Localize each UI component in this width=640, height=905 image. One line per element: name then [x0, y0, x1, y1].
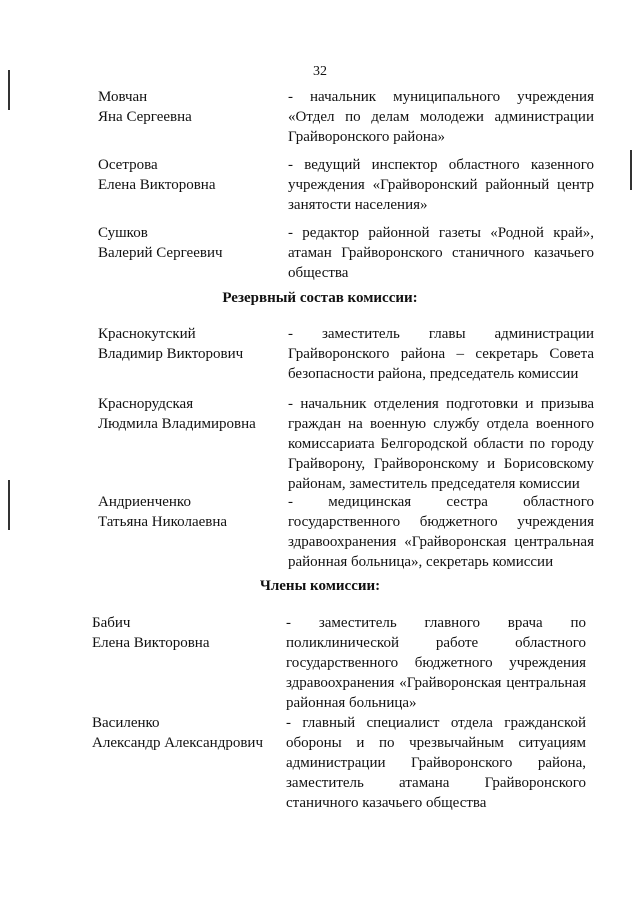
page-number: 32	[313, 64, 327, 79]
member-role: - медицинская сестра областного государственного бюджетного учреждения здравоохранения «Грайворонская центральная районная больница», секретарь комиссии	[288, 494, 594, 570]
member-role: - главный специалист отдела гражданской обороны и по чрезвычайным ситуациям администрации Грайворонского района, заместитель атамана Грайворонского станичного казачьего общества	[286, 715, 586, 811]
member-given-names: Яна Сергеевна	[98, 109, 192, 125]
member-given-names: Елена Викторовна	[98, 177, 216, 193]
member-surname: Андриенченко	[98, 494, 191, 510]
scan-edge-mark-right	[630, 150, 632, 190]
member-surname: Бабич	[92, 615, 131, 631]
member-given-names: Александр Александрович	[92, 735, 263, 751]
member-surname: Краснорудская	[98, 396, 194, 412]
member-role: - редактор районной газеты «Родной край», атаман Грайворонского станичного казачьего общества	[288, 225, 594, 281]
member-role: - начальник муниципального учреждения «Отдел по делам молодежи администрации Грайворонского района»	[288, 89, 594, 145]
members-section-heading: Члены комиссии:	[259, 578, 381, 594]
member-surname: Осетрова	[98, 157, 158, 173]
member-role: - заместитель главного врача по поликлинической работе областного государственного бюджетного учреждения здравоохранения «Грайворонская центральная районная больница»	[286, 615, 586, 711]
scan-edge-mark-left-mid	[8, 480, 10, 530]
member-role: - заместитель главы администрации Грайворонского района – секретарь Совета безопасности района, председатель комиссии	[288, 326, 594, 382]
member-surname: Сушков	[98, 225, 148, 241]
member-role: - ведущий инспектор областного казенного учреждения «Грайворонский районный центр занятости населения»	[288, 157, 594, 213]
reserve-section-heading: Резервный состав комиссии:	[222, 290, 418, 306]
member-surname: Мовчан	[98, 89, 148, 105]
member-given-names: Елена Викторовна	[92, 635, 210, 651]
member-surname: Василенко	[92, 715, 160, 731]
member-given-names: Людмила Владимировна	[98, 416, 256, 432]
member-surname: Краснокутский	[98, 326, 196, 342]
member-given-names: Татьяна Николаевна	[98, 514, 228, 530]
member-given-names: Валерий Сергеевич	[98, 245, 223, 261]
member-given-names: Владимир Викторович	[98, 346, 244, 362]
member-role: - начальник отделения подготовки и призыва граждан на военную службу отдела военного комиссариата Белгородской области по городу Грайворону, Грайворонскому и Борисовскому районам, заместитель председателя комиссии	[288, 396, 594, 492]
